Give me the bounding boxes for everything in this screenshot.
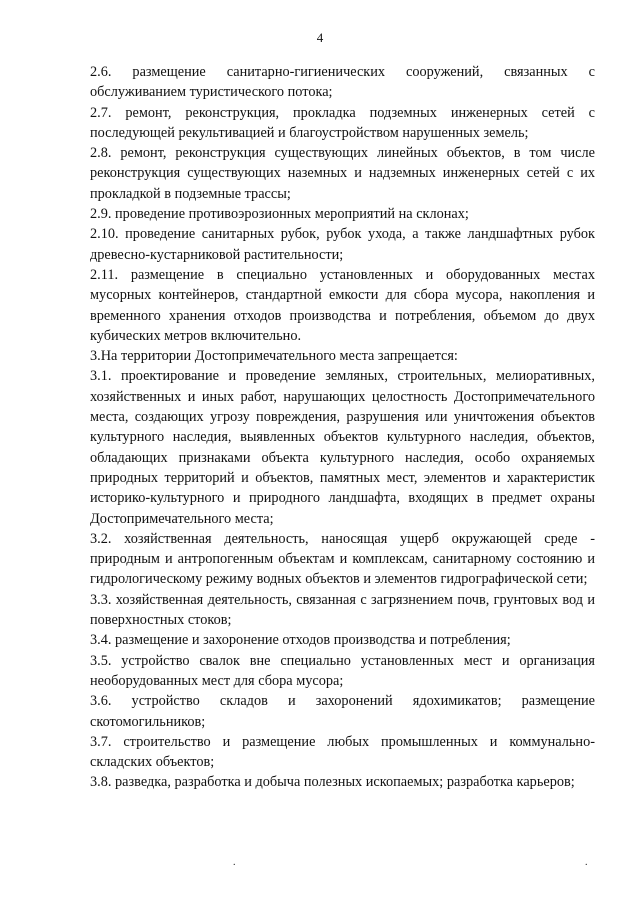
paragraph-3-4: 3.4. размещение и захоронение отходов производства и потребления; <box>90 632 511 649</box>
section-3-heading: 3.На территории Достопримечательного места запрещается: <box>90 348 458 365</box>
paragraph-2-11: 2.11. размещение в специально установленных и оборудованных местах мусорных контейнеров, стандартной емкости для сбора мусора, накопления и временного хранения отходов производства и потребления, объемом до двух кубических метров включительно. <box>90 266 595 344</box>
paragraph-2-6: 2.6. размещение санитарно-гигиенических сооружений, связанных с обслуживанием туристического потока; <box>90 64 595 101</box>
paragraph-2-10: 2.10. проведение санитарных рубок, рубок ухода, а также ландшафтных рубок древесно-кустарниковой растительности; <box>90 226 595 263</box>
document-body <box>90 62 595 793</box>
paragraph-2-8: 2.8. ремонт, реконструкция существующих линейных объектов, в том числе реконструкция существующих наземных и надземных инженерных сетей с их прокладкой в подземные трассы; <box>90 145 595 202</box>
paragraph-3-3: 3.3. хозяйственная деятельность, связанная с загрязнением почв, грунтовых вод и поверхностных стоков; <box>90 591 595 629</box>
paragraph-3-7: 3.7. строительство и размещение любых промышленных и коммунально-складских объектов; <box>90 733 595 771</box>
paragraph-3-8: 3.8. разведка, разработка и добыча полезных ископаемых; разработка карьеров; <box>90 774 575 791</box>
paragraph-2-9: 2.9. проведение противоэрозионных мероприятий на склонах; <box>90 206 469 223</box>
scan-speck: . <box>233 857 236 868</box>
scan-speck: . <box>585 857 588 868</box>
paragraph-2-7: 2.7. ремонт, реконструкция, прокладка подземных инженерных сетей с последующей рекультивацией и благоустройством нарушенных земель; <box>90 104 595 141</box>
paragraph-3-6: 3.6. устройство складов и захоронений ядохимикатов; размещение скотомогильников; <box>90 693 595 730</box>
paragraph-3-5: 3.5. устройство свалок вне специально установленных мест и организация необорудованных мест для сбора мусора; <box>90 652 595 689</box>
page-number: 4 <box>316 30 324 45</box>
paragraph-3-2: 3.2. хозяйственная деятельность, наносящая ущерб окружающей среде - природным и антропогенным объектам и комплексам, санитарному состоянию и гидрологическому режиму водных объектов и элементов гидрографической сети; <box>90 530 595 588</box>
paragraph-3-1: 3.1. проектирование и проведение земляных, строительных, мелиоративных, хозяйственных и иных работ, нарушающих целостность Достопримечательного места, создающих угрозу повреждения, разрушения или уничтожения объектов культурного наследия, выявленных объектов культурного наследия, объектов, обладающих признаками объекта культурного наследия, особо охраняемых природных территорий и объектов, памятных мест, элементов и характеристик историко-культурного и природного ландшафта, входящих в предмет охраны Достопримечательного места; <box>90 368 595 527</box>
